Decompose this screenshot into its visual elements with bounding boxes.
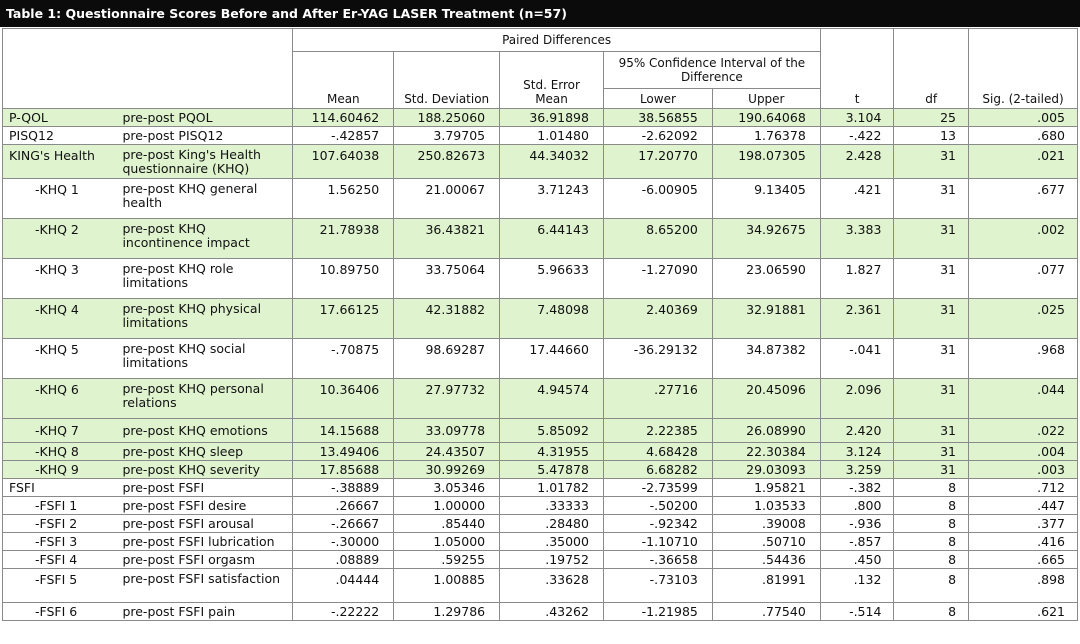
cell-mean: 114.60462: [293, 109, 394, 127]
cell-lower: -.92342: [603, 515, 712, 533]
cell-lower: -2.62092: [603, 127, 712, 145]
cell-sd: 30.99269: [394, 461, 500, 479]
cell-sd: 1.29786: [394, 603, 500, 621]
table-row: [3, 603, 1078, 621]
cell-se: 17.44660: [500, 339, 604, 379]
cell-sig: .621: [969, 603, 1078, 621]
cell-df: 31: [894, 299, 969, 339]
table-row: [3, 461, 1078, 479]
cell-mean: 1.56250: [293, 179, 394, 219]
cell-t: .450: [820, 551, 894, 569]
cell-sd: 27.97732: [394, 379, 500, 419]
row-label: KING's Health: [3, 145, 117, 179]
cell-mean: .04444: [293, 569, 394, 603]
cell-mean: 14.15688: [293, 419, 394, 443]
row-label: -KHQ 7: [3, 419, 117, 443]
row-test: pre-post FSFI satisfaction: [116, 569, 292, 603]
cell-mean: -.42857: [293, 127, 394, 145]
row-test: pre-post FSFI orgasm: [116, 551, 292, 569]
cell-sig: .677: [969, 179, 1078, 219]
cell-sig: .004: [969, 443, 1078, 461]
cell-lower: 2.22385: [603, 419, 712, 443]
cell-se: .33333: [500, 497, 604, 515]
cell-upper: 34.87382: [712, 339, 820, 379]
cell-sig: .044: [969, 379, 1078, 419]
cell-t: -.041: [820, 339, 894, 379]
cell-sd: 1.00885: [394, 569, 500, 603]
cell-sd: 33.09778: [394, 419, 500, 443]
row-label: -FSFI 2: [3, 515, 117, 533]
row-label: -KHQ 2: [3, 219, 117, 259]
cell-mean: 10.89750: [293, 259, 394, 299]
cell-sd: 188.25060: [394, 109, 500, 127]
cell-se: 6.44143: [500, 219, 604, 259]
row-test: pre-post KHQ physical limitations: [116, 299, 292, 339]
cell-upper: 1.76378: [712, 127, 820, 145]
cell-se: 3.71243: [500, 179, 604, 219]
row-label: -KHQ 9: [3, 461, 117, 479]
row-label: -FSFI 4: [3, 551, 117, 569]
cell-se: 4.94574: [500, 379, 604, 419]
row-label: -KHQ 4: [3, 299, 117, 339]
table-row: [3, 479, 1078, 497]
cell-sd: 3.79705: [394, 127, 500, 145]
table-row: [3, 497, 1078, 515]
row-test: pre-post KHQ social limitations: [116, 339, 292, 379]
cell-t: 3.104: [820, 109, 894, 127]
cell-df: 31: [894, 379, 969, 419]
table-row: [3, 299, 1078, 339]
cell-sig: .022: [969, 419, 1078, 443]
cell-sig: .712: [969, 479, 1078, 497]
cell-upper: 32.91881: [712, 299, 820, 339]
cell-mean: -.30000: [293, 533, 394, 551]
table-row: [3, 419, 1078, 443]
cell-df: 31: [894, 419, 969, 443]
header-std-error-mean: Std. Error Mean: [500, 52, 604, 109]
cell-se: .35000: [500, 533, 604, 551]
cell-t: 3.259: [820, 461, 894, 479]
row-label: -FSFI 3: [3, 533, 117, 551]
cell-upper: 26.08990: [712, 419, 820, 443]
cell-df: 31: [894, 461, 969, 479]
table-row: [3, 109, 1078, 127]
row-label: P-QOL: [3, 109, 117, 127]
table-header: [3, 29, 1078, 109]
cell-lower: -1.21985: [603, 603, 712, 621]
row-label: -KHQ 1: [3, 179, 117, 219]
cell-upper: .77540: [712, 603, 820, 621]
row-test: pre-post FSFI pain: [116, 603, 292, 621]
row-test: pre-post FSFI desire: [116, 497, 292, 515]
cell-df: 31: [894, 219, 969, 259]
cell-sig: .005: [969, 109, 1078, 127]
cell-mean: -.22222: [293, 603, 394, 621]
cell-lower: 6.68282: [603, 461, 712, 479]
row-test: pre-post PISQ12: [116, 127, 292, 145]
cell-mean: .26667: [293, 497, 394, 515]
cell-upper: 29.03093: [712, 461, 820, 479]
cell-mean: 107.64038: [293, 145, 394, 179]
table-row: [3, 379, 1078, 419]
header-confidence-interval: 95% Confidence Interval of the Difference: [603, 52, 820, 89]
cell-upper: 1.03533: [712, 497, 820, 515]
cell-sig: .898: [969, 569, 1078, 603]
cell-t: 3.124: [820, 443, 894, 461]
cell-se: 44.34032: [500, 145, 604, 179]
table-row: [3, 443, 1078, 461]
cell-sig: .416: [969, 533, 1078, 551]
cell-lower: -.36658: [603, 551, 712, 569]
cell-sig: .025: [969, 299, 1078, 339]
cell-df: 8: [894, 551, 969, 569]
table-title: Table 1: Questionnaire Scores Before and After Er-YAG LASER Treatment (n=57): [0, 0, 1080, 27]
cell-df: 8: [894, 515, 969, 533]
cell-lower: -.73103: [603, 569, 712, 603]
cell-lower: -36.29132: [603, 339, 712, 379]
cell-sig: .003: [969, 461, 1078, 479]
cell-t: .421: [820, 179, 894, 219]
cell-mean: -.38889: [293, 479, 394, 497]
cell-upper: .39008: [712, 515, 820, 533]
table-row: [3, 259, 1078, 299]
cell-df: 8: [894, 497, 969, 515]
table-row: [3, 551, 1078, 569]
cell-se: .28480: [500, 515, 604, 533]
cell-df: 8: [894, 533, 969, 551]
cell-lower: -1.27090: [603, 259, 712, 299]
row-test: pre-post KHQ personal relations: [116, 379, 292, 419]
cell-sd: 1.05000: [394, 533, 500, 551]
cell-upper: 1.95821: [712, 479, 820, 497]
row-label: -FSFI 6: [3, 603, 117, 621]
cell-mean: 13.49406: [293, 443, 394, 461]
cell-mean: .08889: [293, 551, 394, 569]
cell-lower: .27716: [603, 379, 712, 419]
header-mean: Mean: [293, 52, 394, 109]
cell-lower: -1.10710: [603, 533, 712, 551]
cell-t: -.857: [820, 533, 894, 551]
cell-mean: -.70875: [293, 339, 394, 379]
cell-t: 2.361: [820, 299, 894, 339]
cell-df: 25: [894, 109, 969, 127]
cell-sd: 250.82673: [394, 145, 500, 179]
cell-sig: .665: [969, 551, 1078, 569]
row-label: -KHQ 8: [3, 443, 117, 461]
header-sig: Sig. (2-tailed): [969, 29, 1078, 109]
cell-sd: 98.69287: [394, 339, 500, 379]
cell-sd: .59255: [394, 551, 500, 569]
row-label: -FSFI 1: [3, 497, 117, 515]
cell-se: .33628: [500, 569, 604, 603]
cell-upper: 20.45096: [712, 379, 820, 419]
cell-upper: .50710: [712, 533, 820, 551]
cell-sd: 24.43507: [394, 443, 500, 461]
row-test: pre-post KHQ sleep: [116, 443, 292, 461]
cell-upper: 198.07305: [712, 145, 820, 179]
row-test: pre-post FSFI arousal: [116, 515, 292, 533]
row-test: pre-post KHQ role limitations: [116, 259, 292, 299]
cell-sig: .968: [969, 339, 1078, 379]
row-label: -KHQ 5: [3, 339, 117, 379]
cell-df: 31: [894, 179, 969, 219]
cell-df: 31: [894, 259, 969, 299]
cell-lower: 8.65200: [603, 219, 712, 259]
cell-df: 31: [894, 339, 969, 379]
cell-upper: 190.64068: [712, 109, 820, 127]
table-row: [3, 219, 1078, 259]
row-test: pre-post King's Health questionnaire (KHQ): [116, 145, 292, 179]
cell-upper: .81991: [712, 569, 820, 603]
row-label: -KHQ 3: [3, 259, 117, 299]
cell-lower: -6.00905: [603, 179, 712, 219]
cell-lower: 38.56855: [603, 109, 712, 127]
cell-sig: .377: [969, 515, 1078, 533]
cell-t: 2.096: [820, 379, 894, 419]
row-test: pre-post FSFI lubrication: [116, 533, 292, 551]
cell-upper: 34.92675: [712, 219, 820, 259]
table-body: [3, 109, 1078, 621]
cell-t: 1.827: [820, 259, 894, 299]
cell-df: 8: [894, 569, 969, 603]
cell-df: 31: [894, 145, 969, 179]
cell-df: 31: [894, 443, 969, 461]
cell-se: 5.47878: [500, 461, 604, 479]
header-std-deviation: Std. Deviation: [394, 52, 500, 109]
cell-sig: .680: [969, 127, 1078, 145]
cell-df: 13: [894, 127, 969, 145]
row-test: pre-post KHQ severity: [116, 461, 292, 479]
cell-mean: 10.36406: [293, 379, 394, 419]
cell-t: 3.383: [820, 219, 894, 259]
cell-sd: .85440: [394, 515, 500, 533]
cell-se: 1.01782: [500, 479, 604, 497]
header-paired-differences: Paired Differences: [293, 29, 820, 52]
table-row: [3, 515, 1078, 533]
cell-t: .800: [820, 497, 894, 515]
cell-t: 2.428: [820, 145, 894, 179]
cell-mean: 17.66125: [293, 299, 394, 339]
cell-df: 8: [894, 603, 969, 621]
cell-lower: 4.68428: [603, 443, 712, 461]
cell-sd: 3.05346: [394, 479, 500, 497]
row-label: FSFI: [3, 479, 117, 497]
cell-sig: .002: [969, 219, 1078, 259]
cell-sig: .447: [969, 497, 1078, 515]
cell-se: 5.96633: [500, 259, 604, 299]
cell-df: 8: [894, 479, 969, 497]
cell-t: -.422: [820, 127, 894, 145]
cell-se: .43262: [500, 603, 604, 621]
row-test: pre-post KHQ general health: [116, 179, 292, 219]
cell-t: -.382: [820, 479, 894, 497]
cell-se: .19752: [500, 551, 604, 569]
results-table: [2, 28, 1078, 621]
cell-sd: 42.31882: [394, 299, 500, 339]
header-df: df: [894, 29, 969, 109]
cell-t: .132: [820, 569, 894, 603]
cell-sd: 33.75064: [394, 259, 500, 299]
cell-sd: 1.00000: [394, 497, 500, 515]
table-row: [3, 179, 1078, 219]
cell-t: 2.420: [820, 419, 894, 443]
table-row: [3, 569, 1078, 603]
cell-se: 5.85092: [500, 419, 604, 443]
cell-lower: 17.20770: [603, 145, 712, 179]
cell-sig: .021: [969, 145, 1078, 179]
header-lower: Lower: [603, 89, 712, 109]
cell-mean: 21.78938: [293, 219, 394, 259]
cell-upper: 9.13405: [712, 179, 820, 219]
header-blank: [3, 29, 293, 109]
cell-upper: 23.06590: [712, 259, 820, 299]
cell-t: -.936: [820, 515, 894, 533]
table-row: [3, 145, 1078, 179]
cell-sd: 21.00067: [394, 179, 500, 219]
cell-lower: -.50200: [603, 497, 712, 515]
row-test: pre-post PQOL: [116, 109, 292, 127]
table-row: [3, 339, 1078, 379]
cell-mean: -.26667: [293, 515, 394, 533]
cell-sig: .077: [969, 259, 1078, 299]
cell-t: -.514: [820, 603, 894, 621]
row-test: pre-post FSFI: [116, 479, 292, 497]
cell-sd: 36.43821: [394, 219, 500, 259]
cell-se: 36.91898: [500, 109, 604, 127]
cell-se: 4.31955: [500, 443, 604, 461]
table-row: [3, 533, 1078, 551]
row-label: PISQ12: [3, 127, 117, 145]
cell-se: 7.48098: [500, 299, 604, 339]
table-row: [3, 127, 1078, 145]
cell-upper: 22.30384: [712, 443, 820, 461]
cell-se: 1.01480: [500, 127, 604, 145]
row-test: pre-post KHQ emotions: [116, 419, 292, 443]
row-test: pre-post KHQ incontinence impact: [116, 219, 292, 259]
row-label: -FSFI 5: [3, 569, 117, 603]
header-upper: Upper: [712, 89, 820, 109]
cell-upper: .54436: [712, 551, 820, 569]
header-t: t: [820, 29, 894, 109]
cell-lower: 2.40369: [603, 299, 712, 339]
cell-lower: -2.73599: [603, 479, 712, 497]
cell-mean: 17.85688: [293, 461, 394, 479]
row-label: -KHQ 6: [3, 379, 117, 419]
